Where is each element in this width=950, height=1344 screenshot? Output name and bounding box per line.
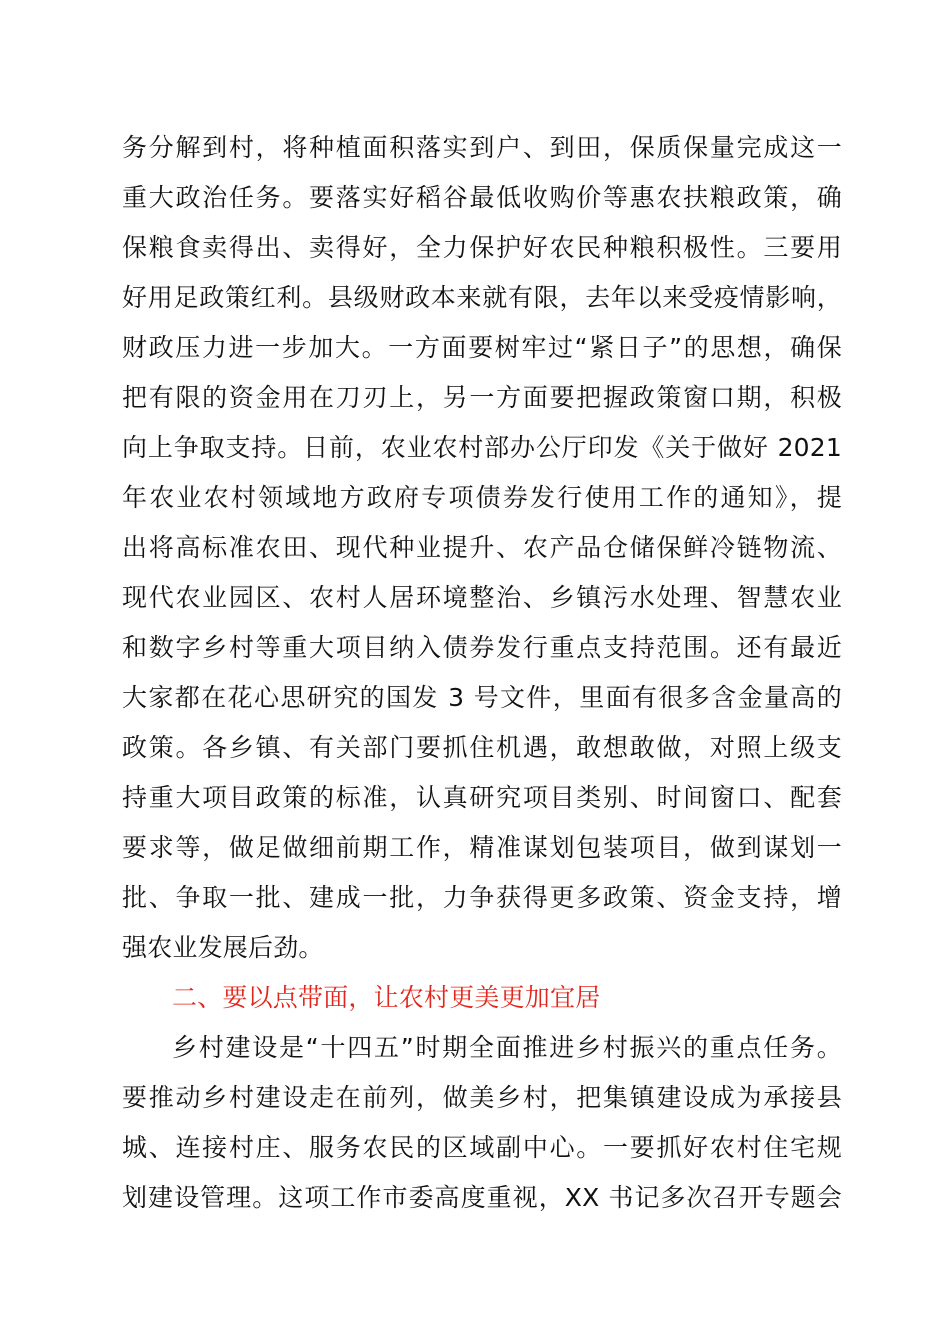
paragraph-line: 好用足政策红利。县级财政本来就有限，去年以来受疫情影响，	[122, 283, 842, 312]
paragraph-line: 财政压力进一步加大。一方面要树牢过“紧日子”的思想，确保	[122, 333, 842, 362]
paragraph-line: 城、连接村庄、服务农民的区域副中心。一要抓好农村住宅规	[122, 1133, 842, 1162]
paragraph-line: 批、争取一批、建成一批，力争获得更多政策、资金支持，增	[122, 883, 842, 912]
paragraph-line: 强农业发展后劲。	[122, 933, 324, 962]
paragraph-line: 把有限的资金用在刀刃上，另一方面要把握政策窗口期，积极	[122, 383, 842, 412]
paragraph-line: 持重大项目政策的标准，认真研究项目类别、时间窗口、配套	[122, 783, 842, 812]
paragraph-line: 现代农业园区、农村人居环境整治、乡镇污水处理、智慧农业	[122, 583, 842, 612]
paragraph-line: 政策。各乡镇、有关部门要抓住机遇，敢想敢做，对照上级支	[122, 733, 842, 762]
section-heading: 二、要以点带面，让农村更美更加宜居	[172, 983, 601, 1012]
paragraph-line: 要推动乡村建设走在前列，做美乡村，把集镇建设成为承接县	[122, 1083, 842, 1112]
paragraph-line: 和数字乡村等重大项目纳入债券发行重点支持范围。还有最近	[122, 633, 842, 662]
paragraph-line: 重大政治任务。要落实好稻谷最低收购价等惠农扶粮政策，确	[122, 183, 842, 212]
paragraph-line: 年农业农村领域地方政府专项债券发行使用工作的通知》，提	[122, 483, 842, 512]
paragraph-line: 保粮食卖得出、卖得好，全力保护好农民种粮积极性。三要用	[122, 233, 842, 262]
paragraph-line: 乡村建设是“十四五”时期全面推进乡村振兴的重点任务。	[172, 1033, 842, 1062]
paragraph-line: 划建设管理。这项工作市委高度重视，XX 书记多次召开专题会	[122, 1183, 842, 1212]
paragraph-line: 务分解到村，将种植面积落实到户、到田，保质保量完成这一	[122, 133, 842, 162]
paragraph-1	[122, 123, 842, 1223]
paragraph-line: 大家都在花心思研究的国发 3 号文件，里面有很多含金量高的	[122, 683, 842, 712]
paragraph-line: 向上争取支持。日前，农业农村部办公厅印发《关于做好 2021	[122, 433, 842, 462]
paragraph-line: 要求等，做足做细前期工作，精准谋划包装项目，做到谋划一	[122, 833, 842, 862]
paragraph-line: 出将高标准农田、现代种业提升、农产品仓储保鲜冷链物流、	[122, 533, 842, 562]
